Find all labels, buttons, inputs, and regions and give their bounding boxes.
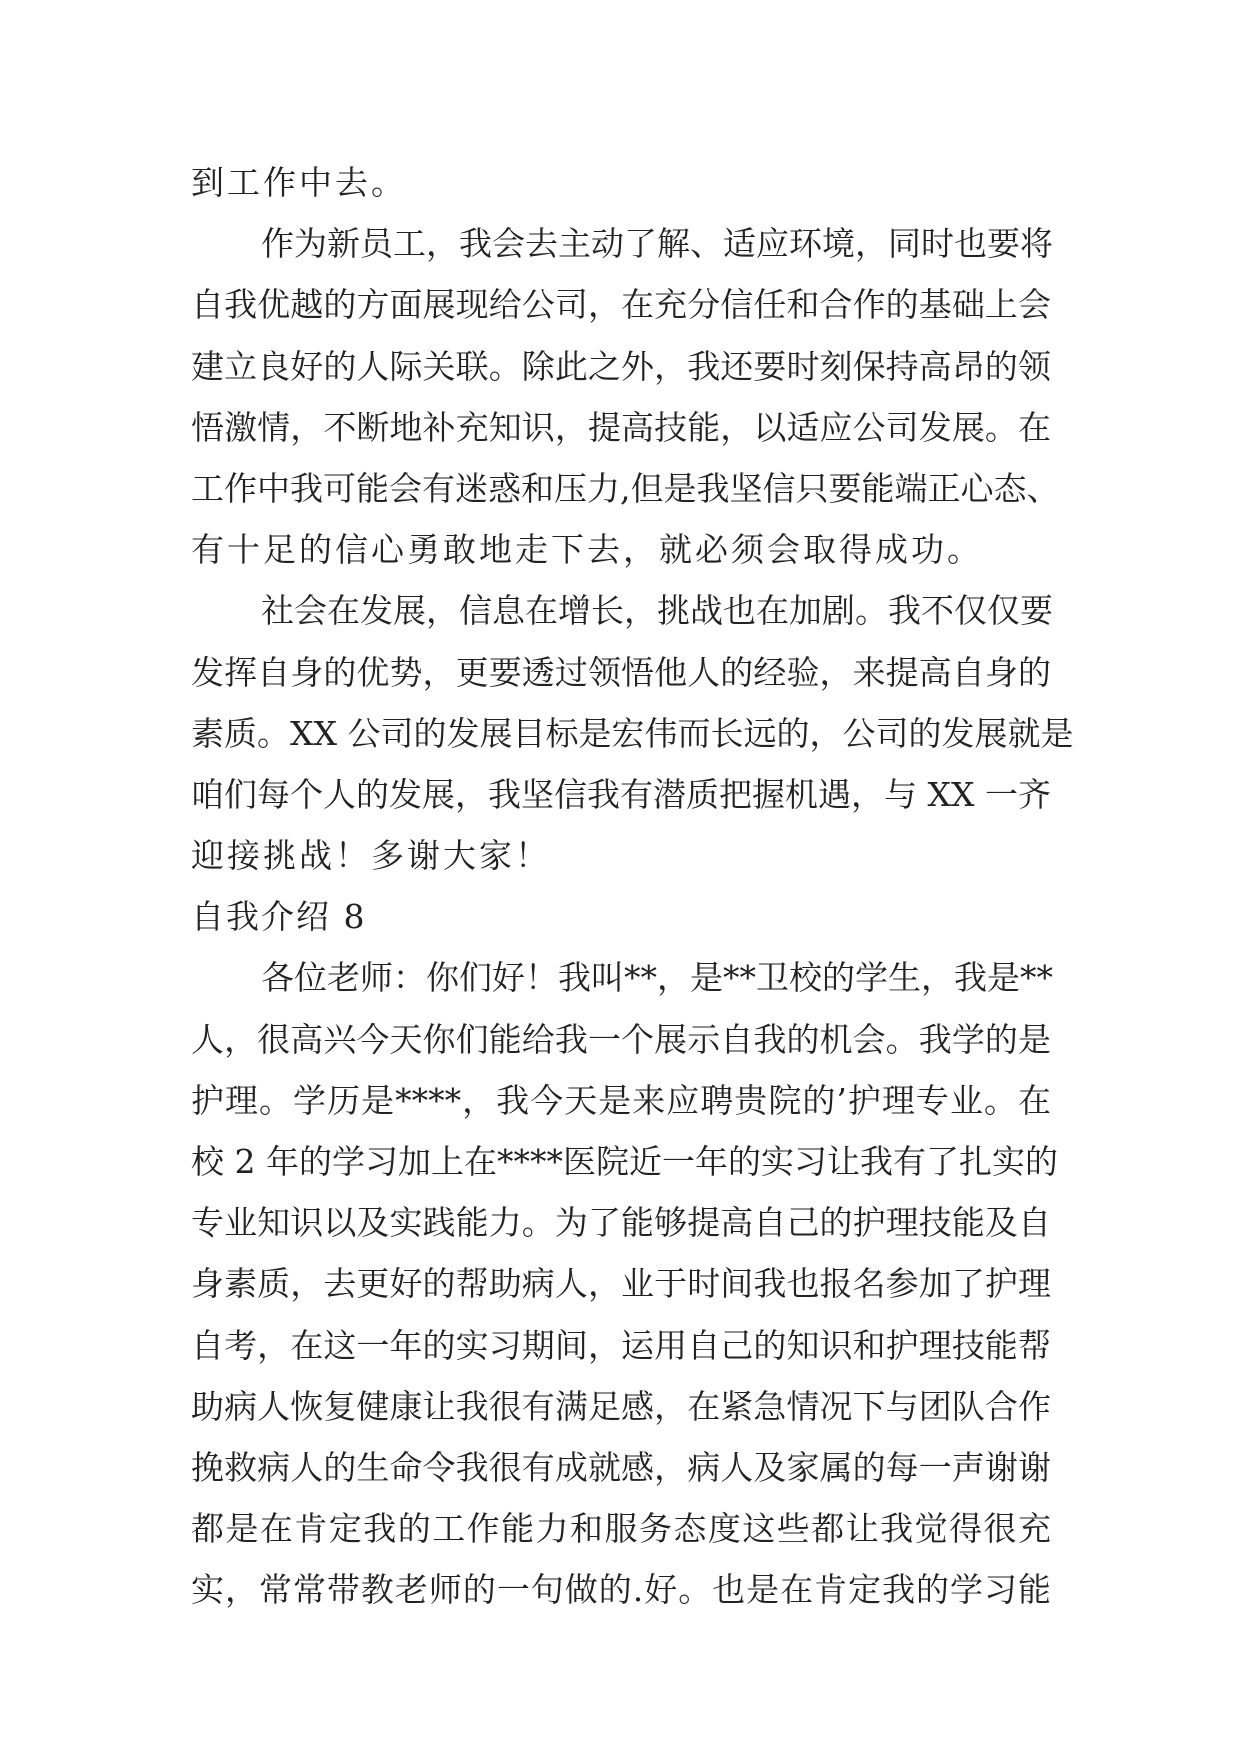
text-line: 挽救病人的生命令我很有成就感，病人及家属的每一声谢谢 (191, 1447, 1051, 1487)
text-line: 迎接挑战！多谢大家！ (191, 836, 551, 876)
text-line: 素质。XX 公司的发展目标是宏伟而长远的，公司的发展就是 (191, 713, 1074, 753)
text-line: 工作中我可能会有迷惑和压力,但是我坚信只要能端正心态、 (191, 468, 1060, 508)
text-line: 悟激情，不断地补充知识，提高技能，以适应公司发展。在 (191, 407, 1051, 447)
text-line: 都是在肯定我的工作能力和服务态度这些都让我觉得很充 (191, 1509, 1051, 1549)
text-line: 实，常常带教老师的一句做的.好。也是在肯定我的学习能 (191, 1570, 1051, 1610)
text-line: 身素质，去更好的帮助病人，业于时间我也报名参加了护理 (191, 1264, 1051, 1304)
paragraph-first-line: 作为新员工，我会去主动了解、适应环境，同时也要将 (261, 224, 1053, 264)
text-line: 自我优越的方面展现给公司，在充分信任和合作的基础上会 (191, 285, 1051, 325)
text-line: 有十足的信心勇敢地走下去，就必须会取得成功。 (191, 530, 983, 570)
text-line: 护理。学历是****，我今天是来应聘贵院的’护理专业。在 (191, 1080, 1051, 1120)
text-line: 助病人恢复健康让我很有满足感，在紧急情况下与团队合作 (191, 1386, 1051, 1426)
section-heading: 自我介绍 8 (191, 897, 367, 937)
text-line: 校 2 年的学习加上在****医院近一年的实习让我有了扎实的 (191, 1142, 1058, 1181)
document-body (191, 152, 1074, 1621)
paragraph-first-line: 各位老师：你们好！我叫**，是**卫校的学生，我是** (261, 958, 1053, 998)
text-line: 到工作中去。 (191, 163, 407, 202)
text-line: 发挥自身的优势，更要透过领悟他人的经验，来提高自身的 (191, 652, 1051, 692)
text-line: 咱们每个人的发展，我坚信我有潜质把握机遇，与 XX 一齐 (191, 774, 1051, 814)
text-line: 建立良好的人际关联。除此之外，我还要时刻保持高昂的领 (191, 346, 1051, 386)
text-line: 自考，在这一年的实习期间，运用自己的知识和护理技能帮 (191, 1325, 1051, 1365)
paragraph-first-line: 社会在发展，信息在增长，挑战也在加剧。我不仅仅要 (261, 591, 1053, 631)
text-line: 专业知识以及实践能力。为了能够提高自己的护理技能及自 (191, 1203, 1051, 1243)
text-line: 人，很高兴今天你们能给我一个展示自我的机会。我学的是 (191, 1019, 1051, 1059)
